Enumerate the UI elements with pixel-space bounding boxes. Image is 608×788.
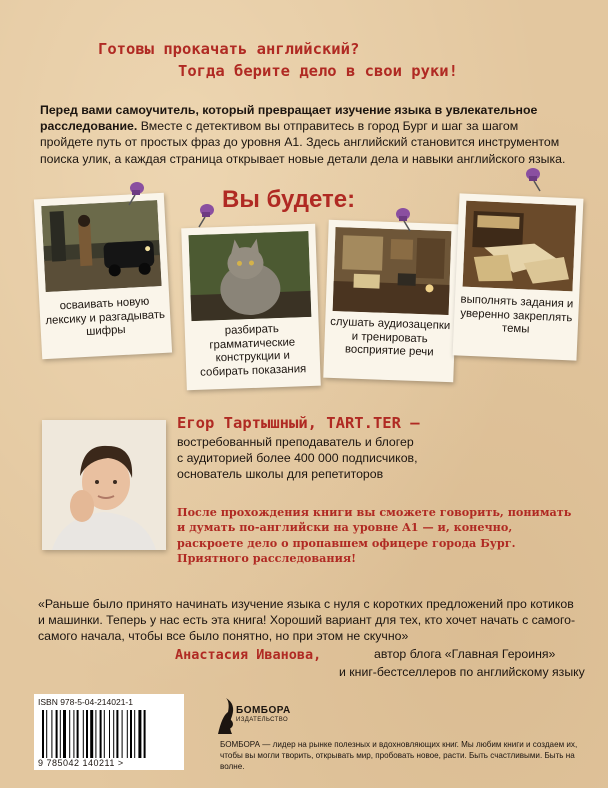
card-4-caption: выполнять задания и уверенно закреплять темы xyxy=(460,293,574,336)
pushpin-icon xyxy=(520,164,550,194)
detective-street-photo xyxy=(41,200,161,292)
card-1-caption: осваивать новую лексику и разгадывать шифры xyxy=(45,295,166,339)
slogan-line-2: Тогда берите дело в свои руки! xyxy=(178,62,458,80)
isbn-barcode xyxy=(34,694,184,770)
pushpin-icon xyxy=(120,178,150,208)
publisher-text: БОМБОРА — лидер на рынке полезных и вдохновляющих книг. Мы любим книги и создаем их, чтобы вы могли творить, открывать мир, пробовать новое, расти. Быть счастливыми. Быть на волне. xyxy=(220,740,578,772)
after-paragraph: После прохождения книги вы сможете говорить, понимать и думать по-английски на уровне A1 — и, конечно, раскроете дело о пропавшем офицере города Бург. Приятного расследования! xyxy=(177,505,572,566)
card-2-caption: разбирать грамматические конструкции и собирать показания xyxy=(199,323,307,379)
card-1 xyxy=(34,193,172,360)
card-3 xyxy=(323,220,458,382)
bombora-logo-icon xyxy=(216,694,296,738)
isbn-number: 9 785042 140211 > xyxy=(38,758,124,768)
slogan-line-1: Готовы прокачать английский? xyxy=(98,40,360,58)
publisher-subtitle: ИЗДАТЕЛЬСТВО xyxy=(236,717,289,723)
barcode-icon xyxy=(42,710,176,758)
card-3-caption: слушать аудиозацепки и тренировать восприятие речи xyxy=(329,315,451,359)
card-2 xyxy=(181,224,321,391)
reviewer-name: Анастасия Иванова, xyxy=(175,647,322,663)
publisher-name: БОМБОРА xyxy=(236,705,291,716)
intro-paragraph xyxy=(40,102,572,167)
author-desc-line-1: востребованный преподаватель и блогер xyxy=(177,435,414,449)
intro-text: Вместе с детективом вы отправитесь в город Бург и шаг за шагом пройдете путь от простых фраз до уровня A1. Здесь английский становится инструментом поиска улик, а каждая страница открывает новые детали дела и навыки английского языка. xyxy=(40,119,566,166)
section-heading: Вы будете: xyxy=(222,186,356,213)
office-photo xyxy=(333,227,452,315)
isbn-label: ISBN 978-5-04-214021-1 xyxy=(38,697,133,707)
reviewer-role-2: и книг-бестселлеров по английскому языку xyxy=(339,665,585,679)
cat-photo xyxy=(188,231,311,321)
pushpin-icon xyxy=(190,200,220,230)
author-photo xyxy=(42,420,166,550)
author-name: Егор Тартышный, TART.TER — xyxy=(177,414,420,432)
pushpin-icon xyxy=(390,204,420,234)
author-desc-line-2: с аудиторией более 400 000 подписчиков, xyxy=(177,451,418,465)
author-portrait xyxy=(42,420,166,550)
author-description xyxy=(177,434,557,482)
author-desc-line-3: основатель школы для репетиторов xyxy=(177,467,384,481)
review-quote: «Раньше было принято начинать изучение языка с нуля с коротких предложений про котиков и машинки. Теперь у нас есть эта книга! Хороший вариант для тех, кто хочет начать с самого-самого начала, чтобы все было понятно, но при этом не скучно» xyxy=(38,597,576,644)
reviewer-role-1: автор блога «Главная Героиня» xyxy=(374,647,556,661)
intro-bold: Перед вами самоучитель, который превращает изучение языка в увлекательное расследование. xyxy=(40,103,538,134)
letters-chest-photo xyxy=(463,201,577,292)
card-4 xyxy=(453,193,584,360)
